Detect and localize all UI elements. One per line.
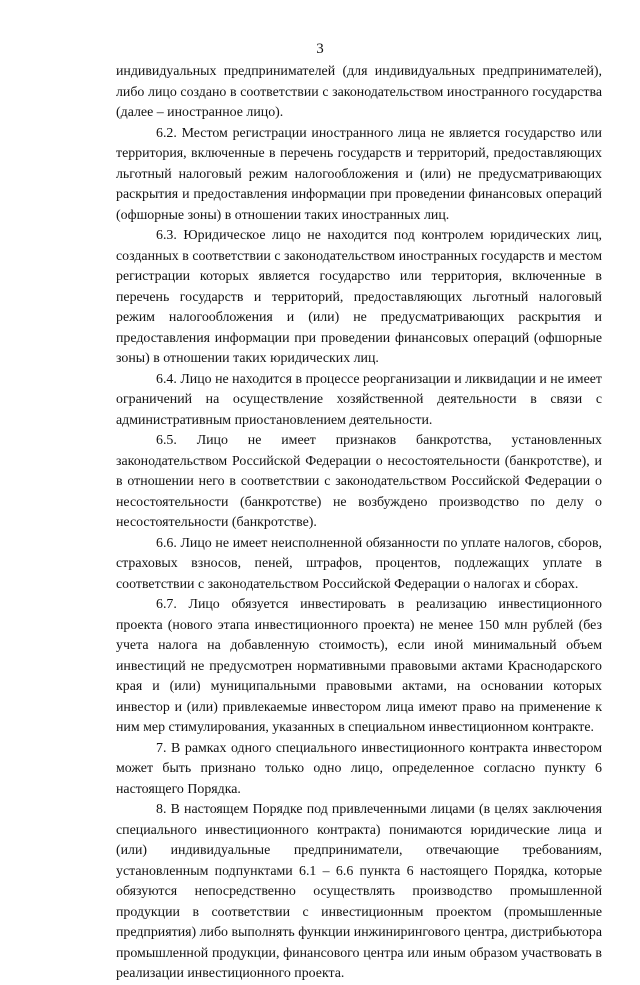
paragraph-7: 7. В рамках одного специального инвестиционного контракта инвестором может быть признано только одно лицо, определенное согласно пункту 6 настоящего Порядка. (116, 740, 602, 797)
page-number: 3 (316, 41, 324, 57)
paragraph-6-3: 6.3. Юридическое лицо не находится под контролем юридических лиц, созданных в соответствии с законодательством иностранных государств и местом регистрации которых является государство или территория, включенные в перечень государств и территорий, предоставляющих льготный налоговый режим налогообложения и (или) не предусматривающих раскрытия и предоставления информации при проведении финансовых операций (офшорные зоны) в отношении таких юридических лиц. (116, 228, 602, 366)
paragraph-continuation: индивидуальных предпринимателей (для индивидуальных предпринимателей), либо лицо создано в соответствии с законодательством иностранного государства (далее – иностранное лицо). (116, 64, 602, 120)
paragraph-6-7: 6.7. Лицо обязуется инвестировать в реализацию инвестиционного проекта (нового этапа инвестиционного проекта) не менее 150 млн рублей (без учета налога на добавленную стоимость), если иной минимальный объем инвестиций не предусмотрен нормативными правовыми актами Краснодарского края и (или) муниципальными правовыми актами, на основании которых инвестор и (или) привлекаемые инвестором лица имеют право на применение к ним мер стимулирования, указанных в специальном инвестиционном контракте. (116, 597, 602, 735)
paragraph-8: 8. В настоящем Порядке под привлеченными лицами (в целях заключения специального инвестиционного контракта) понимаются юридические лица и (или) индивидуальные предприниматели, отвечающие требованиям, установленным подпунктами 6.1 – 6.6 пункта 6 настоящего Порядка, которые обязуются непосредственно осуществлять производство промышленной продукции в соответствии с инвестиционным проектом (промышленные предприятия) либо выполнять функции инжинирингового центра, дистрибьютора промышленной продукции, финансового центра или иным образом участвовать в реализации инвестиционного проекта. (116, 802, 602, 981)
paragraph-6-4: 6.4. Лицо не находится в процессе реорганизации и ликвидации и не имеет ограничений на осуществление хозяйственной деятельности в связи с административным приостановлением деятельности. (116, 371, 602, 428)
paragraph-6-2: 6.2. Местом регистрации иностранного лица не является государство или территория, включенные в перечень государств и территорий, предоставляющих льготный налоговый режим налогообложения и (или) не предусматривающих раскрытия и предоставления информации при проведении финансовых операций (офшорные зоны) в отношении таких иностранных лиц. (116, 125, 602, 223)
document-body (116, 62, 602, 985)
paragraph-6-5: 6.5. Лицо не имеет признаков банкротства, установленных законодательством Российской Федерации о несостоятельности (банкротстве), и в отношении него в соответствии с законодательством Российской Федерации о несостоятельности (банкротстве) не возбуждено производство по делу о несостоятельности (банкротстве). (116, 433, 602, 530)
paragraph-6-6: 6.6. Лицо не имеет неисполненной обязанности по уплате налогов, сборов, страховых взносов, пеней, штрафов, процентов, подлежащих уплате в соответствии с законодательством Российской Федерации о налогах и сборах. (116, 535, 602, 592)
